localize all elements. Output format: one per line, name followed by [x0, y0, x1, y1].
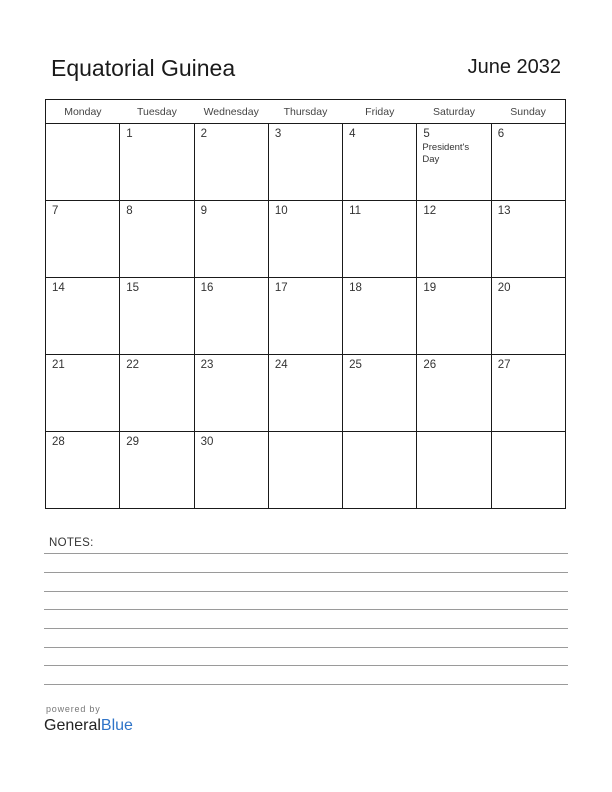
- weekday-wednesday: Wednesday: [194, 100, 268, 124]
- day-number: [417, 432, 490, 435]
- day-number: 17: [274, 282, 288, 294]
- day-number: 26: [423, 359, 437, 371]
- day-cell: [46, 278, 120, 355]
- day-cell: [343, 278, 417, 355]
- day-cell: [343, 201, 417, 278]
- day-number: 23: [200, 359, 214, 371]
- day-number: 9: [200, 205, 207, 217]
- day-cell: [417, 432, 491, 509]
- note-line: [44, 572, 568, 573]
- day-cell: [417, 278, 491, 355]
- day-number: 12: [423, 205, 437, 217]
- weekday-sunday: Sunday: [491, 100, 565, 124]
- note-line: [44, 665, 568, 666]
- note-line: [44, 609, 568, 610]
- day-number: 4: [349, 128, 356, 140]
- day-number: [46, 124, 119, 127]
- day-cell: [194, 432, 268, 509]
- notes-label: NOTES:: [49, 537, 94, 549]
- powered-by-text: powered by: [46, 704, 101, 714]
- day-cell: [120, 124, 194, 201]
- weekday-saturday: Saturday: [417, 100, 491, 124]
- day-cell: [417, 124, 491, 201]
- day-number: 18: [349, 282, 362, 294]
- day-cell: [417, 201, 491, 278]
- week-row: [46, 355, 566, 432]
- day-number: 3: [274, 128, 282, 140]
- day-number: 21: [52, 359, 65, 371]
- day-number: 7: [52, 205, 59, 217]
- week-row: [46, 124, 566, 201]
- day-cell: [268, 201, 342, 278]
- day-cell: [46, 355, 120, 432]
- day-number: 6: [497, 128, 505, 140]
- day-cell: [46, 201, 120, 278]
- day-cell: [268, 355, 342, 432]
- day-number: 24: [274, 359, 288, 371]
- day-number: 14: [52, 282, 65, 294]
- day-cell: [491, 355, 565, 432]
- day-number: [492, 432, 565, 435]
- week-row: [46, 432, 566, 509]
- day-cell: [194, 201, 268, 278]
- day-cell: [491, 432, 565, 509]
- weekday-header-row: [46, 100, 566, 124]
- day-cell: [343, 355, 417, 432]
- day-number: 15: [126, 282, 140, 294]
- day-cell: [491, 201, 565, 278]
- note-line: [44, 591, 568, 592]
- day-number: 10: [274, 205, 288, 217]
- note-line: [44, 647, 568, 648]
- day-number: 29: [126, 436, 140, 448]
- day-number: 2: [200, 128, 207, 140]
- day-cell: [417, 355, 491, 432]
- country-title: Equatorial Guinea: [51, 55, 236, 81]
- day-number: 13: [497, 205, 511, 217]
- day-cell: [343, 124, 417, 201]
- calendar-grid: [45, 99, 566, 509]
- holiday-label: President's Day: [422, 142, 470, 165]
- note-line: [44, 553, 568, 554]
- weekday-monday: Monday: [46, 100, 120, 124]
- day-cell: [194, 355, 268, 432]
- day-number: 30: [200, 436, 214, 448]
- day-cell: [46, 432, 120, 509]
- week-row: [46, 278, 566, 355]
- day-number: 28: [52, 436, 65, 448]
- day-cell: [120, 201, 194, 278]
- day-number: 16: [200, 282, 214, 294]
- day-cell: [120, 278, 194, 355]
- day-number: 1: [126, 128, 133, 140]
- weekday-friday: Friday: [343, 100, 417, 124]
- day-cell: [268, 124, 342, 201]
- day-cell: [268, 278, 342, 355]
- generalblue-logo: [44, 717, 133, 735]
- day-cell: [46, 124, 120, 201]
- day-cell: [120, 432, 194, 509]
- note-line: [44, 684, 568, 685]
- day-number: 8: [126, 205, 133, 217]
- day-number: [343, 432, 416, 435]
- day-cell: [491, 278, 565, 355]
- brand-general-text: General: [44, 717, 101, 734]
- day-cell: [343, 432, 417, 509]
- month-title: June 2032: [467, 56, 561, 78]
- day-number: 11: [349, 205, 362, 217]
- note-line: [44, 628, 568, 629]
- day-cell: [194, 124, 268, 201]
- day-number: 22: [126, 359, 140, 371]
- day-number: 27: [497, 359, 511, 371]
- week-row: [46, 201, 566, 278]
- weekday-thursday: Thursday: [268, 100, 342, 124]
- day-cell: [491, 124, 565, 201]
- day-cell: [268, 432, 342, 509]
- day-number: 19: [423, 282, 437, 294]
- weekday-tuesday: Tuesday: [120, 100, 194, 124]
- day-number: 20: [497, 282, 511, 294]
- day-cell: [194, 278, 268, 355]
- brand-blue-text: Blue: [100, 717, 133, 734]
- day-number: 25: [349, 359, 362, 371]
- day-number: 5: [423, 128, 430, 140]
- day-cell: [120, 355, 194, 432]
- day-number: [269, 432, 342, 435]
